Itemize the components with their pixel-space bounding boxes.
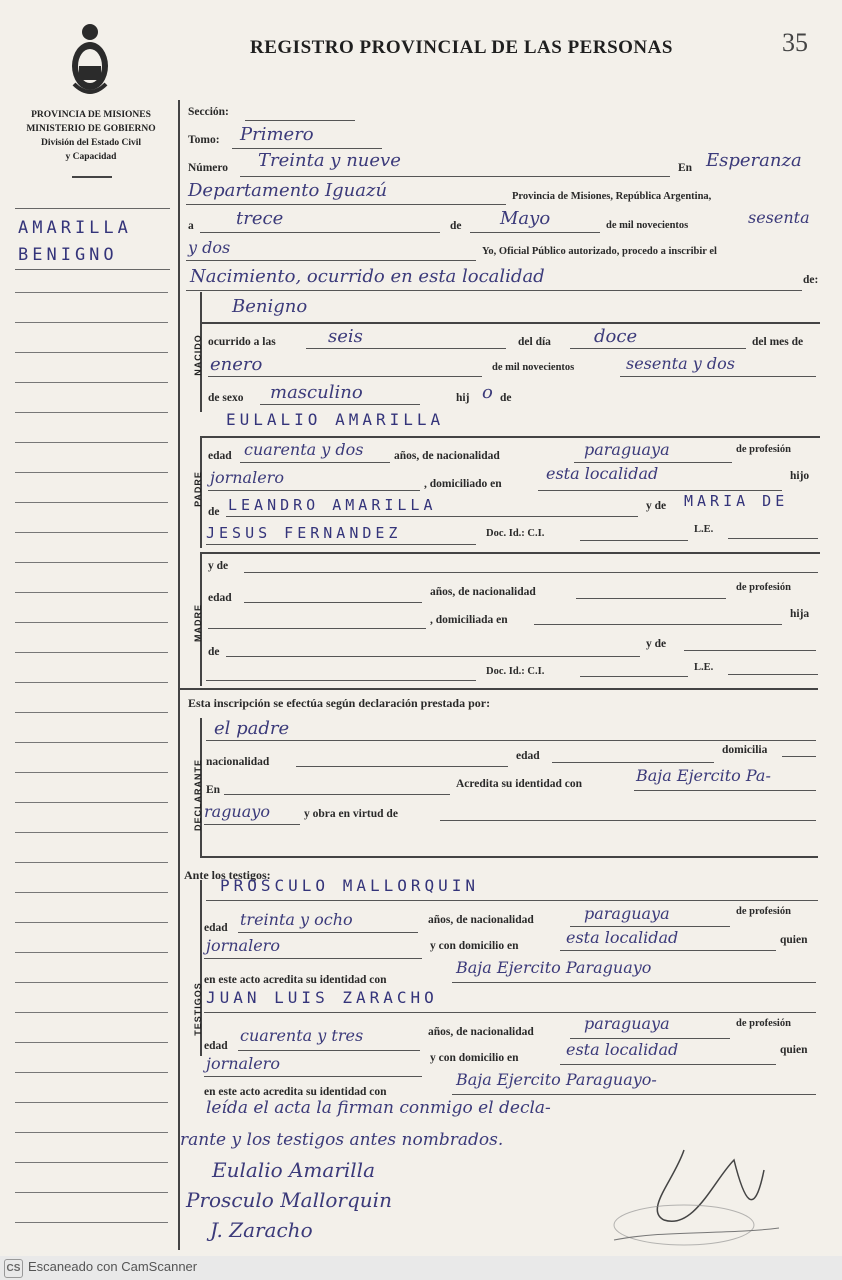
side-label-nacido: NACIDO: [193, 334, 203, 376]
label-t2-prof: de profesión: [736, 1018, 791, 1029]
label-doc-id: Doc. Id.: C.I.: [486, 528, 545, 539]
value-t1-nac: paraguaya: [584, 904, 670, 923]
main-border-line: [178, 100, 180, 1250]
value-abuelo: LEANDRO AMARILLA: [228, 496, 437, 514]
value-dia-nac: doce: [594, 326, 638, 347]
label-t2-nac: años, de nacionalidad: [428, 1026, 534, 1038]
label-madre-le: L.E.: [694, 662, 714, 673]
value-t1-prof: jornalero: [206, 936, 280, 955]
label-t1-quien: quien: [780, 934, 808, 946]
label-t1-prof: de profesión: [736, 906, 791, 917]
value-hij: o: [482, 382, 493, 403]
value-testigo1: PROSCULO MALLORQUIN: [220, 876, 480, 895]
value-padre-prof: jornalero: [210, 468, 284, 487]
label-y-de: y de: [646, 500, 667, 512]
coat-of-arms-icon: [66, 22, 114, 98]
label-ocurrido: ocurrido a las: [208, 336, 276, 348]
value-t2-dom: esta localidad: [566, 1040, 679, 1059]
label-t2-quien: quien: [780, 1044, 808, 1056]
official-signature-icon: [604, 1140, 784, 1250]
label-madre-nac: años, de nacionalidad: [430, 586, 536, 598]
label-hij: hij: [456, 392, 470, 404]
signature-testigo2: J. Zaracho: [210, 1218, 313, 1242]
margin-name: BENIGNO: [18, 245, 118, 265]
label-tomo: Tomo:: [188, 134, 220, 146]
label-decl-obra: y obra en virtud de: [304, 808, 398, 820]
label-mil-novecientos: de mil novecientos: [606, 220, 689, 231]
label-t1-acredita: en este acto acredita su identidad con: [204, 974, 387, 986]
label-seccion: Sección:: [188, 106, 229, 118]
value-mes-nac: enero: [210, 354, 263, 375]
page-number: 35: [782, 28, 808, 57]
label-padre-dom: , domiciliado en: [424, 478, 502, 490]
label-sexo: de sexo: [208, 392, 244, 404]
org-block: [10, 108, 172, 164]
value-testigo2: JUAN LUIS ZARACHO: [206, 988, 438, 1007]
org-division: División del Estado Civil: [40, 138, 142, 148]
side-label-testigos: TESTIGOS: [193, 982, 203, 1036]
org-province: PROVINCIA DE MISIONES: [31, 110, 151, 120]
label-decl-nacionalidad: nacionalidad: [206, 756, 270, 768]
value-t1-dom: esta localidad: [566, 928, 679, 947]
label-padre-nac: años, de nacionalidad: [394, 450, 500, 462]
label-le: L.E.: [694, 524, 714, 535]
value-abuela-a: MARIA DE: [684, 492, 789, 510]
org-capacity: y Capacidad: [65, 152, 117, 162]
label-de-padres: de: [500, 392, 512, 404]
label-del-mes: del mes de: [752, 336, 804, 348]
value-padre-dom: esta localidad: [546, 464, 659, 483]
value-nombre: Benigno: [232, 296, 308, 317]
label-del-dia: del día: [518, 336, 551, 348]
label-t2-edad: edad: [204, 1040, 228, 1052]
value-t2-nac: paraguaya: [584, 1014, 670, 1033]
value-t2-prof: jornalero: [206, 1054, 280, 1073]
value-padre: EULALIO AMARILLA: [226, 410, 445, 429]
value-t2-doc: Baja Ejercito Paraguayo-: [456, 1070, 657, 1089]
value-anio-a: sesenta: [748, 208, 810, 227]
label-de-colon: de:: [803, 274, 819, 286]
label-en: En: [678, 162, 693, 174]
value-decl-doc-b: raguayo: [204, 802, 270, 821]
value-dia: trece: [236, 208, 284, 229]
label-madre-dom: , domiciliada en: [430, 614, 508, 626]
label-provincia: Provincia de Misiones, República Argentina,: [512, 191, 712, 202]
label-padre-edad: edad: [208, 450, 232, 462]
label-inscripcion: Esta inscripción se efectúa según declaración prestada por:: [188, 696, 491, 710]
footer-text: Escaneado con CamScanner: [28, 1259, 198, 1274]
value-mes: Mayo: [500, 208, 551, 229]
value-abuela-b: JESUS FERNANDEZ: [206, 524, 402, 542]
org-ministry: MINISTERIO DE GOBIERNO: [26, 124, 156, 134]
value-tomo: Primero: [240, 124, 314, 145]
label-decl-en: En: [206, 784, 221, 796]
side-label-declarante: DECLARANTE: [193, 759, 203, 831]
value-t1-edad: treinta y ocho: [240, 910, 353, 929]
label-hijo: hijo: [790, 470, 810, 482]
document-title: REGISTRO PROVINCIAL DE LAS PERSONAS: [250, 37, 673, 58]
value-sexo: masculino: [270, 382, 363, 403]
value-tipo: Nacimiento, ocurrido en esta localidad: [190, 266, 545, 287]
signature-declarante: Eulalio Amarilla: [212, 1158, 375, 1182]
label-madre-prof: de profesión: [736, 582, 791, 593]
value-padre-nac: paraguaya: [584, 440, 670, 459]
label-madre-de: de: [208, 646, 220, 658]
label-yo-oficial: Yo, Oficial Público autorizado, procedo a inscribir el: [482, 246, 717, 257]
org-underline: [72, 176, 112, 178]
label-decl-domicilia: domicilia: [722, 744, 768, 756]
label-a: a: [188, 220, 194, 232]
signature-testigo1: Prosculo Mallorquin: [186, 1188, 392, 1212]
label-de-mil-novecientos: de mil novecientos: [492, 362, 575, 373]
label-decl-edad: edad: [516, 750, 540, 762]
value-localidad: Esperanza: [706, 150, 802, 171]
margin-surname: AMARILLA: [18, 218, 132, 238]
label-madre-y-de: y de: [208, 560, 229, 572]
label-ante-testigos: Ante los testigos:: [184, 868, 271, 882]
label-madre-doc: Doc. Id.: C.I.: [486, 666, 545, 677]
value-declarante: el padre: [214, 718, 290, 739]
label-numero: Número: [188, 162, 229, 174]
value-hora: seis: [328, 326, 363, 347]
closing-line-2: rante y los testigos antes nombrados.: [180, 1130, 504, 1150]
label-t2-dom: y con domicilio en: [430, 1052, 519, 1064]
label-t1-dom: y con domicilio en: [430, 940, 519, 952]
value-anio-b: y dos: [188, 238, 231, 257]
label-padre-prof: de profesión: [736, 444, 791, 455]
value-anio-nac: sesenta y dos: [626, 354, 735, 373]
label-madre-edad: edad: [208, 592, 232, 604]
value-departamento: Departamento Iguazú: [188, 180, 388, 201]
value-t2-edad: cuarenta y tres: [240, 1026, 364, 1045]
label-de: de: [450, 220, 462, 232]
value-numero: Treinta y nueve: [258, 150, 401, 171]
scanner-footer: [0, 1256, 842, 1280]
camscanner-icon: CS: [4, 1259, 23, 1278]
label-t1-nac: años, de nacionalidad: [428, 914, 534, 926]
value-t1-doc: Baja Ejercito Paraguayo: [456, 958, 652, 977]
side-label-padre: PADRE: [193, 471, 203, 507]
value-padre-edad: cuarenta y dos: [244, 440, 364, 459]
value-decl-doc-a: Baja Ejercito Pa-: [636, 766, 771, 785]
label-decl-acredita: Acredita su identidad con: [456, 778, 582, 790]
closing-line-1: leída el acta la firman conmigo el decla-: [206, 1098, 551, 1118]
label-t1-edad: edad: [204, 922, 228, 934]
label-t2-acredita: en este acto acredita su identidad con: [204, 1086, 387, 1098]
label-hija: hija: [790, 608, 810, 620]
side-label-madre: MADRE: [193, 604, 203, 642]
label-madre-y-de-2: y de: [646, 638, 667, 650]
label-de-abuelo: de: [208, 506, 220, 518]
